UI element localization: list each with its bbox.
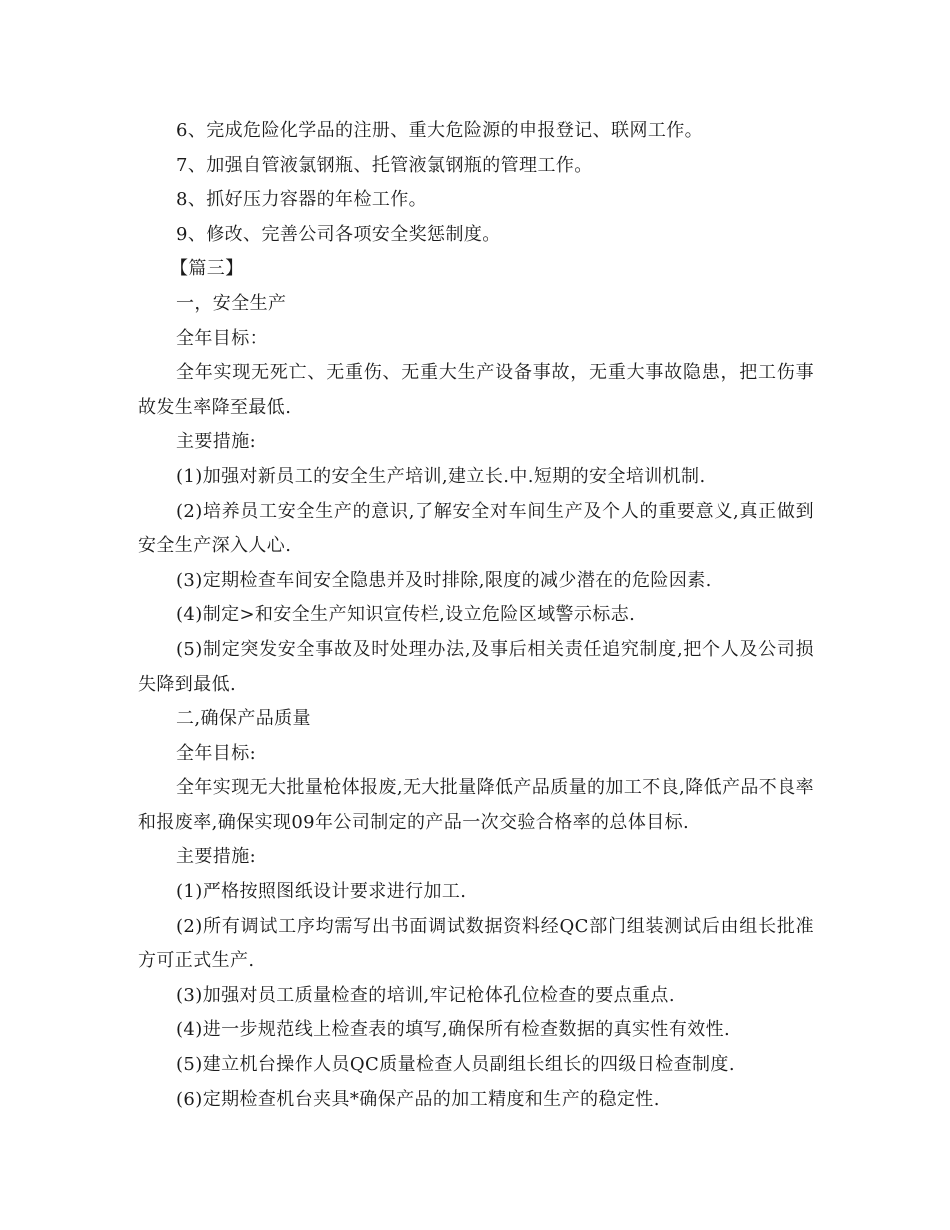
measure-safety-2: (2)培养员工安全生产的意识,了解安全对车间生产及个人的重要意义,真正做到安全生产深入人心. [138,500,814,557]
measure-quality-6: (6)定期检查机台夹具*确保产品的加工精度和生产的稳定性. [176,1088,660,1110]
goal-label-quality: 全年目标: [176,742,257,764]
measure-safety-1: (1)加强对新员工的安全生产培训,建立长.中.短期的安全培训机制. [176,465,706,487]
section-title-quality: 二,确保产品质量 [176,708,311,730]
section-heading-part3: 【篇三】 [170,258,244,280]
measure-quality-1: (1)严格按照图纸设计要求进行加工. [176,881,467,903]
goal-label-safety: 全年目标： [176,327,268,349]
measure-quality-5: (5)建立机台操作人员QC质量检查人员副组长组长的四级日检查制度. [176,1054,735,1076]
measure-safety-5: (5)制定突发安全事故及时处理办法,及事后相关责任追究制度,把个人及公司损失降到最低. [138,638,814,695]
document-page [138,114,814,1117]
paragraph-item-9: 9、修改、完善公司各项安全奖惩制度。 [176,223,501,245]
measure-safety-4: (4)制定>和安全生产知识宣传栏,设立危险区域警示标志. [176,604,636,626]
paragraph-item-6: 6、完成危险化学品的注册、重大危险源的申报登记、联网工作。 [176,120,704,141]
measures-label-safety: 主要措施: [176,431,257,453]
measure-quality-2: (2)所有调试工序均需写出书面调试数据资料经QC部门组装测试后由组长批准方可正式生产. [138,915,814,972]
paragraph-item-8: 8、抓好压力容器的年检工作。 [176,189,428,211]
section-title-safety: 一，安全生产 [176,292,287,314]
measure-quality-4: (4)进一步规范线上检查表的填写,确保所有检查数据的真实性有效性. [176,1019,731,1041]
measure-safety-3: (3)定期检查车间安全隐患并及时排除,限度的减少潜在的危险因素. [176,569,712,591]
measure-quality-3: (3)加强对员工质量检查的培训,牢记枪体孔位检查的要点重点. [176,984,675,1006]
goal-text-quality: 全年实现无大批量枪体报废,无大批量降低产品质量的加工不良,降低产品不良率和报废率,确保实现09年公司制定的产品一次交验合格率的总体目标. [138,777,814,833]
measures-label-quality: 主要措施: [176,846,257,868]
paragraph-item-7: 7、加强自管液氯钢瓶、托管液氯钢瓶的管理工作。 [176,154,593,176]
goal-text-safety: 全年实现无死亡、无重伤、无重大生产设备事故，无重大事故隐患，把工伤事故发生率降至最低. [138,362,814,418]
